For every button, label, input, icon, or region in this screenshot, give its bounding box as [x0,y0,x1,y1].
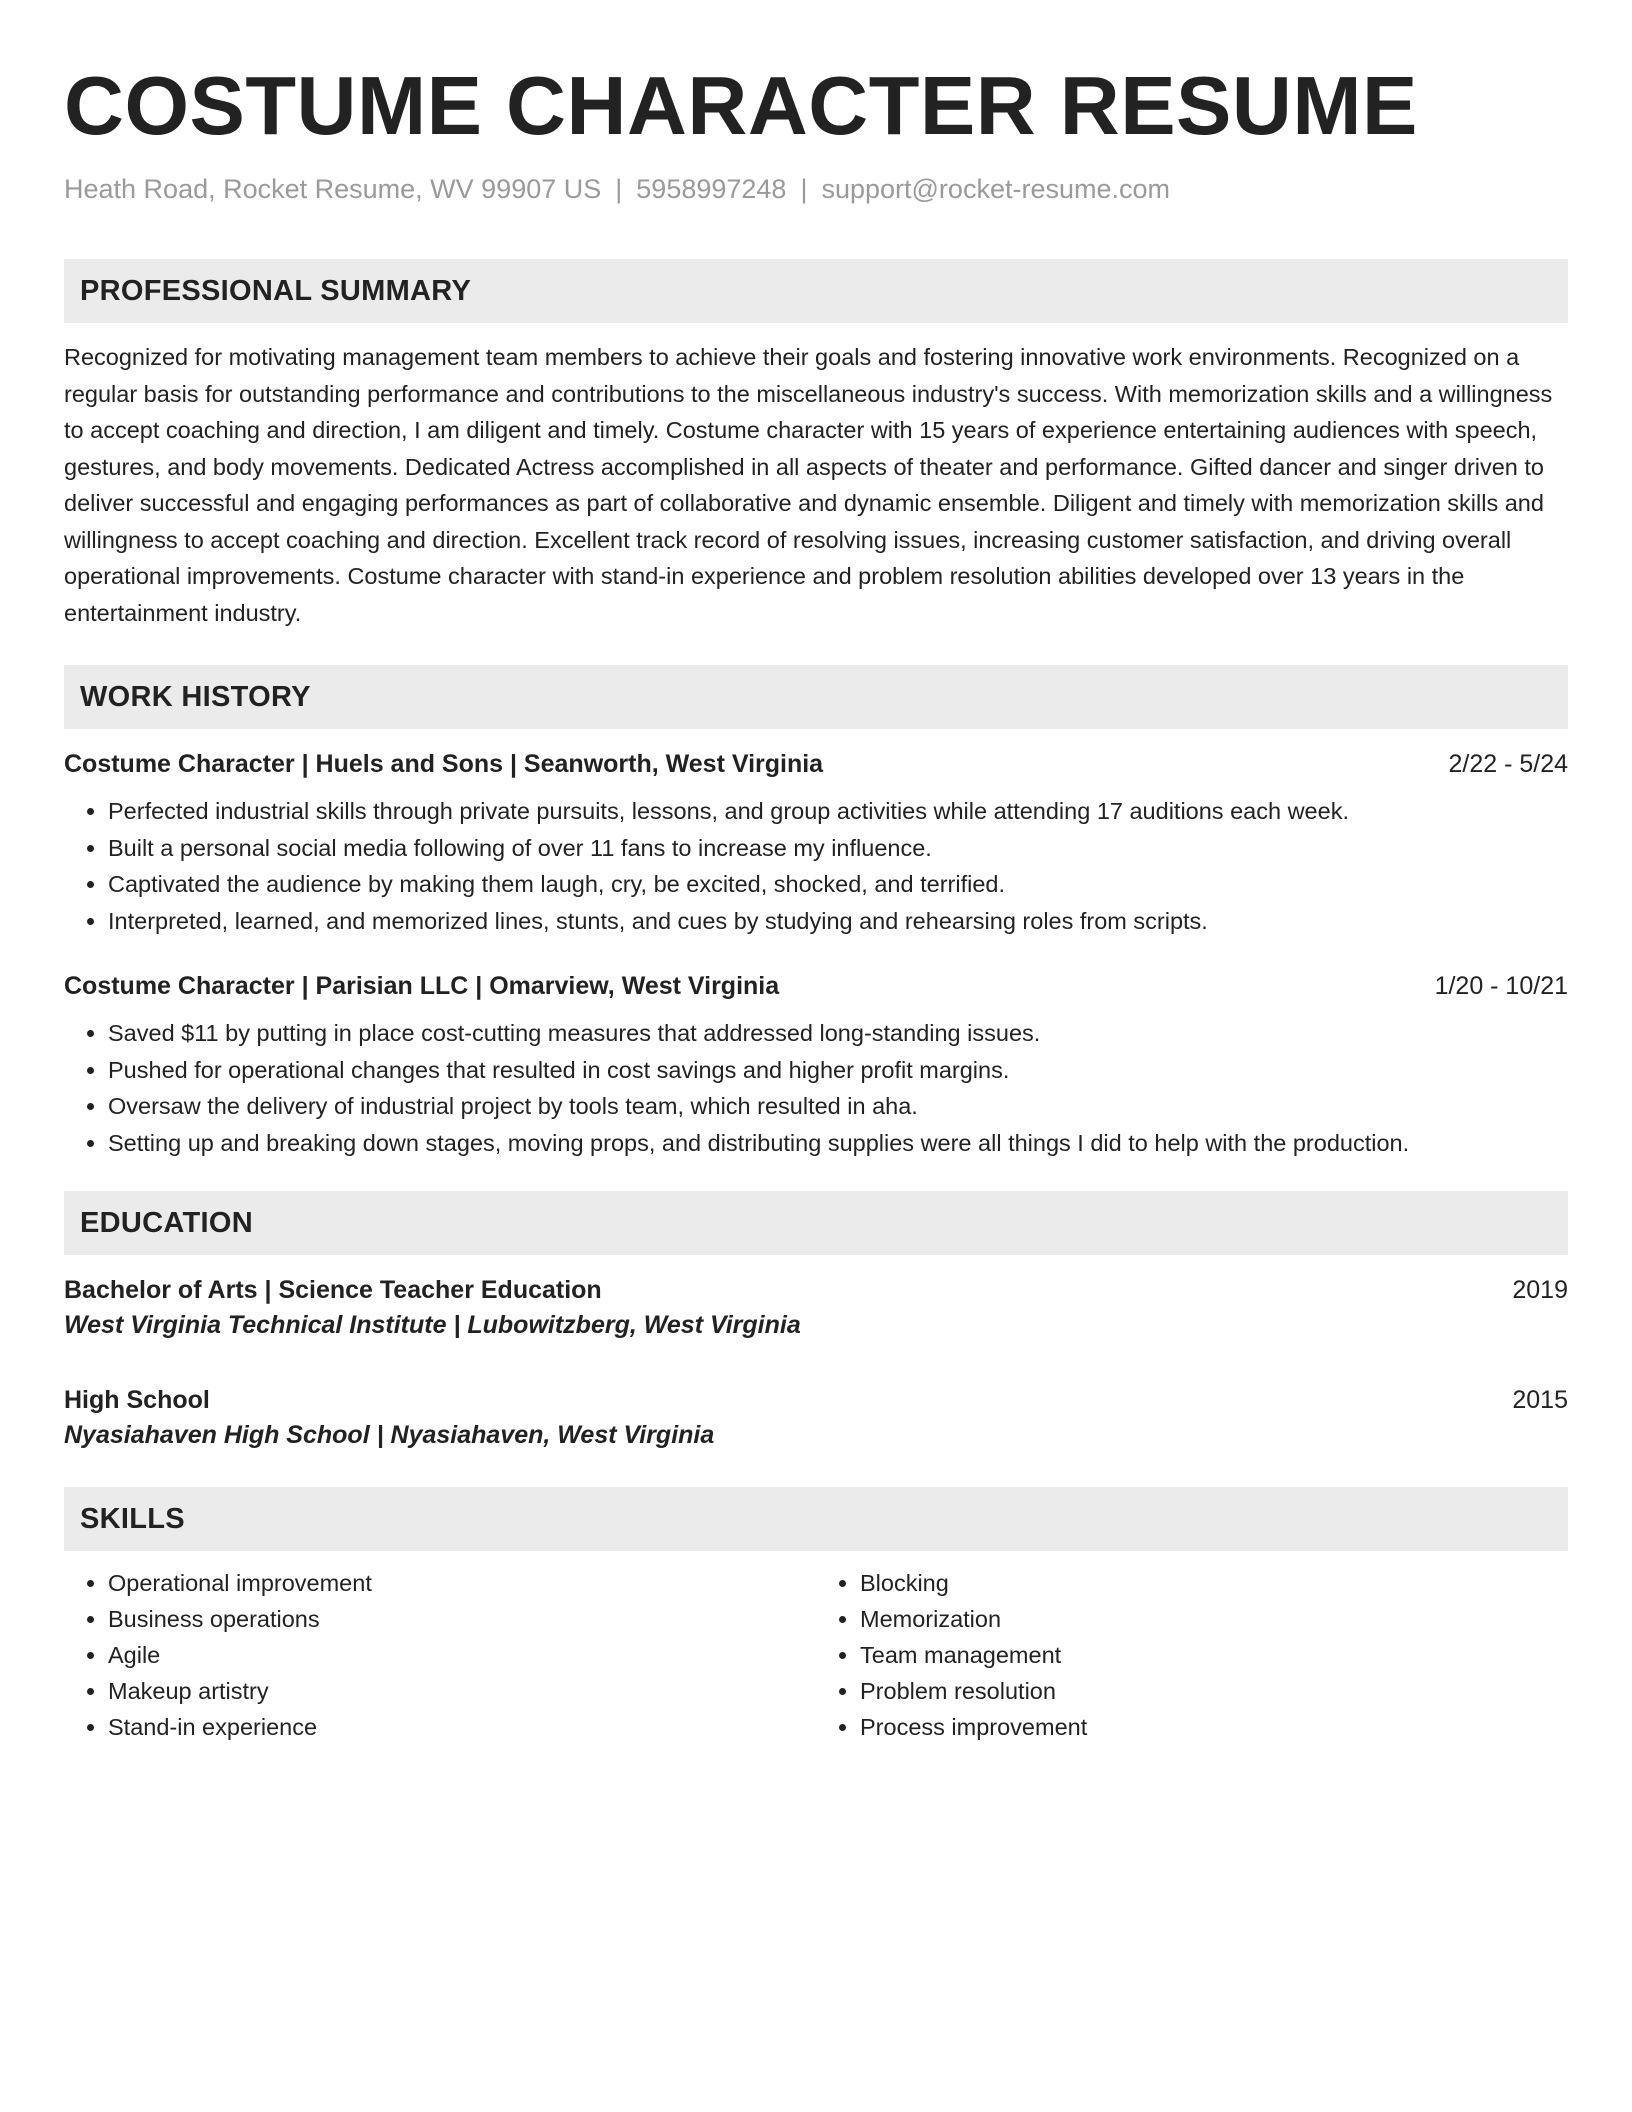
job-bullets [64,793,1568,939]
education-year: 2015 [1512,1386,1568,1414]
job-title-row [64,969,1568,1003]
education-degree: Bachelor of Arts | Science Teacher Education [64,1276,602,1304]
skills-heading: SKILLS [64,1487,1568,1551]
job-title-row [64,747,1568,781]
job-bullet: • Pushed for operational changes that resulted in cost savings and higher profit margins. [108,1052,1568,1089]
contact-phone: 5958997248 [636,174,787,204]
education-degree: High School [64,1386,210,1414]
job-dates: 2/22 - 5/24 [1448,750,1568,778]
job-entry [64,747,1568,939]
job-title: Costume Character | Parisian LLC | Omarview, West Virginia [64,972,780,1000]
contact-separator: | [615,174,623,204]
skill-item: • Memorization [860,1601,1568,1637]
job-bullet: • Built a personal social media following of over 11 fans to increase my influence. [108,830,1568,867]
job-bullet: • Setting up and breaking down stages, moving props, and distributing supplies were all things I did to help with the production. [108,1125,1568,1162]
work-history-heading: WORK HISTORY [64,665,1568,729]
skills-column-left [64,1565,816,1745]
education-entry [64,1383,1568,1453]
skill-item: • Process improvement [860,1709,1568,1745]
job-bullet: • Interpreted, learned, and memorized lines, stunts, and cues by studying and rehearsing roles from scripts. [108,903,1568,940]
skill-item: • Agile [108,1637,816,1673]
skill-item: • Makeup artistry [108,1673,816,1709]
job-bullet: • Perfected industrial skills through private pursuits, lessons, and group activities while attending 17 auditions each week. [108,793,1568,830]
education-degree-row [64,1273,1568,1307]
education-school: West Virginia Technical Institute | Lubowitzberg, West Virginia [64,1311,801,1339]
job-title: Costume Character | Huels and Sons | Seanworth, West Virginia [64,750,824,778]
contact-line [64,172,1568,206]
education-entry [64,1273,1568,1343]
summary-text: Recognized for motivating management team members to achieve their goals and fostering innovative work environments. Recognized on a regular basis for outstanding performance and contributions to the miscellaneous industry's success. With memorization skills and a willingness to accept coaching and direction, I am diligent and timely. Costume character with 15 years of experience entertaining audiences with speech, gestures, and body movements. Dedicated Actress accomplished in all aspects of theater and performance. Gifted dancer and singer driven to deliver successful and engaging performances as part of collaborative and dynamic ensemble. Diligent and timely with memorization skills and willingness to accept coaching and direction. Excellent track record of resolving issues, increasing customer satisfaction, and driving overall operational improvements. Costume character with stand-in experience and problem resolution abilities developed over 13 years in the entertainment industry. [64,344,1553,626]
education-heading: EDUCATION [64,1191,1568,1255]
skills-column-right [816,1565,1568,1745]
skill-item: • Blocking [860,1565,1568,1601]
job-bullet: • Saved $11 by putting in place cost-cutting measures that addressed long-standing issues. [108,1015,1568,1052]
skill-item: • Problem resolution [860,1673,1568,1709]
contact-separator: | [800,174,808,204]
resume-name: COSTUME CHARACTER RESUME [64,59,1418,152]
education-school: Nyasiahaven High School | Nyasiahaven, West Virginia [64,1421,715,1449]
skills-list [64,1565,1568,1745]
contact-email: support@rocket-resume.com [821,174,1170,204]
contact-address: Heath Road, Rocket Resume, WV 99907 US [64,174,602,204]
education-degree-row [64,1383,1568,1417]
job-entry [64,969,1568,1161]
job-bullet: • Oversaw the delivery of industrial project by tools team, which resulted in aha. [108,1088,1568,1125]
education-year: 2019 [1512,1276,1568,1304]
skill-item: • Business operations [108,1601,816,1637]
skill-item: • Operational improvement [108,1565,816,1601]
job-dates: 1/20 - 10/21 [1434,972,1568,1000]
job-bullet: • Captivated the audience by making them laugh, cry, be excited, shocked, and terrified. [108,866,1568,903]
summary-heading: PROFESSIONAL SUMMARY [64,259,1568,323]
skill-item: • Stand-in experience [108,1709,816,1745]
job-bullets [64,1015,1568,1161]
skill-item: • Team management [860,1637,1568,1673]
